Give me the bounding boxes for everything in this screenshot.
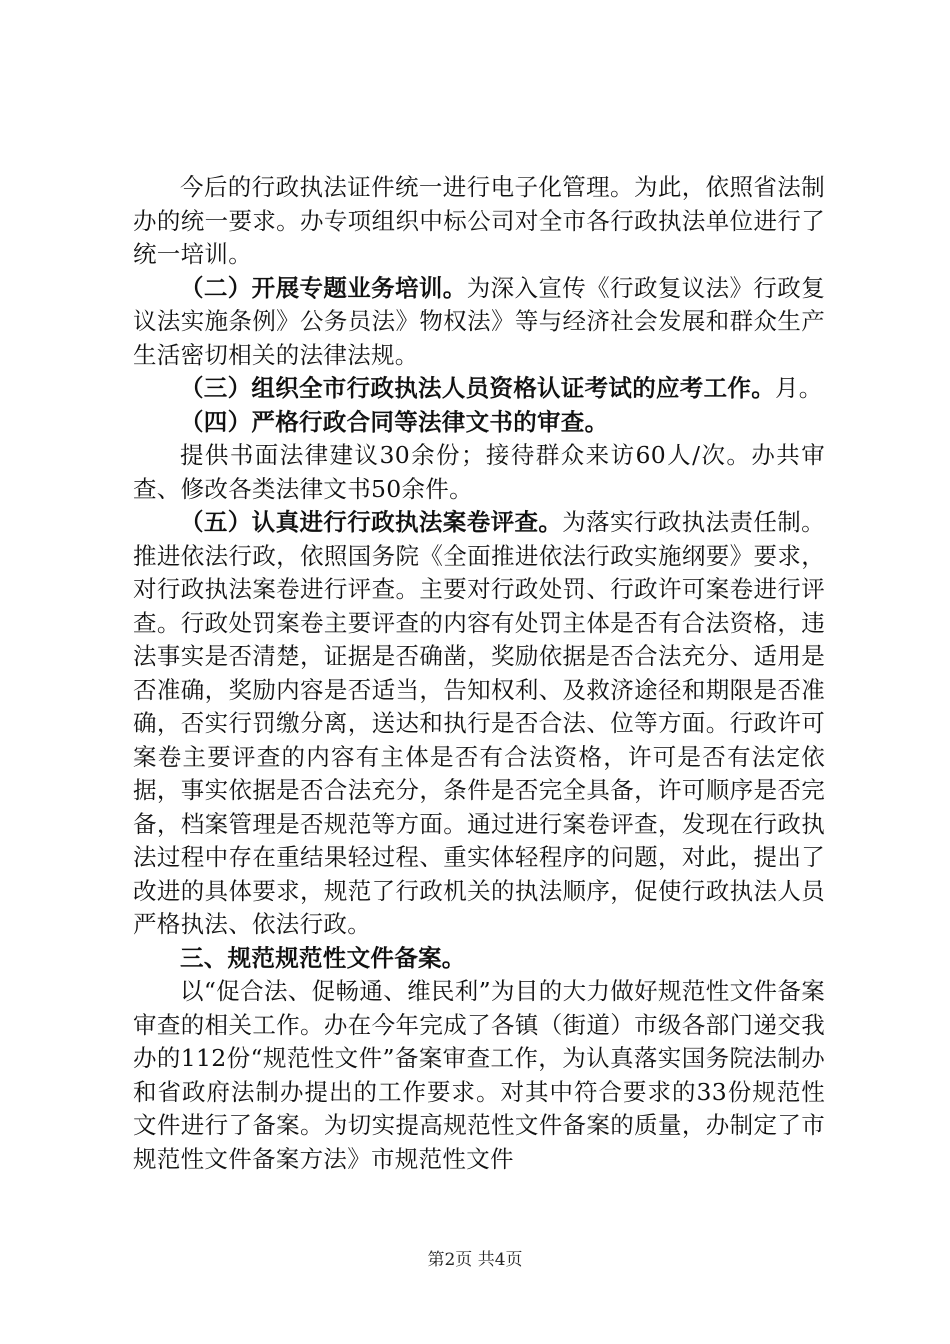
paragraph-6-heading: （五）认真进行行政执法案卷评查。 [180,508,563,536]
paragraph-2-heading: （二）开展专题业务培训。 [180,273,467,302]
paragraph-8-text: 以“促合法、促畅通、维民利”为目的大力做好规范性文件备案审查的相关工作。办在今年完成了各镇（街道）市级各部门递交我办的112份“规范性文件”备案审查工作，为认真落实国务院法制办和省政府法制办提出的工作要求。对其中符合要求的33份规范性文件进行了备案。为切实提高规范性文件备案的质量，办制定了市规范性文件备案方法》市规范性文件 [133,977,825,1173]
paragraph-6 [133,506,825,942]
paragraph-3-heading: （三）组织全市行政执法人员资格认证考试的应考工作。 [180,374,775,402]
paragraph-3 [133,372,825,406]
paragraph-5 [133,439,825,506]
paragraph-1-text: 今后的行政执法证件统一进行电子化管理。为此，依照省法制办的统一要求。办专项组织中标公司对全市各行政执法单位进行了统一培训。 [133,173,825,268]
page-footer: 第2页 共4页 [427,1250,523,1270]
paragraph-2 [133,272,825,373]
paragraph-4 [133,406,825,440]
paragraph-7 [133,942,825,976]
paragraph-4-heading: （四）严格行政合同等法律文书的审查。 [180,407,609,436]
paragraph-6-text: 为落实行政执法责任制。推进依法行政，依照国务院《全面推进依法行政实施纲要》要求，对行政执法案卷进行评查。主要对行政处罚、行政许可案卷进行评查。行政处罚案卷主要评查的内容有处罚主体是否有合法资格，违法事实是否清楚，证据是否确凿，奖励依据是否合法充分、适用是否准确，奖励内容是否适当，告知权利、及救济途径和期限是否准确，否实行罚缴分离，送达和执行是否合法、位等方面。行政许可案卷主要评查的内容有主体是否有合法资格，许可是否有法定依据，事实依据是否合法充分，条件是否完全具备，许可顺序是否完备，档案管理是否规范等方面。通过进行案卷评查，发现在行政执法过程中存在重结果轻过程、重实体轻程序的问题，对此，提出了改进的具体要求，规范了行政机关的执法顺序，促使行政执法人员严格执法、依法行政。 [133,508,825,938]
paragraph-8 [133,975,825,1176]
paragraph-5-text: 提供书面法律建议30余份；接待群众来访60人/次。办共审查、修改各类法律文书50余件。 [133,441,825,503]
paragraph-7-heading: 三、规范规范性文件备案。 [180,943,466,972]
paragraph-2-text: 为深入宣传《行政复议法》行政复议法实施条例》公务员法》物权法》等与经济社会发展和群众生产生活密切相关的法律法规。 [133,273,825,369]
document-body [133,171,825,1176]
paragraph-1 [133,171,825,272]
paragraph-3-text: 月。 [775,374,823,402]
